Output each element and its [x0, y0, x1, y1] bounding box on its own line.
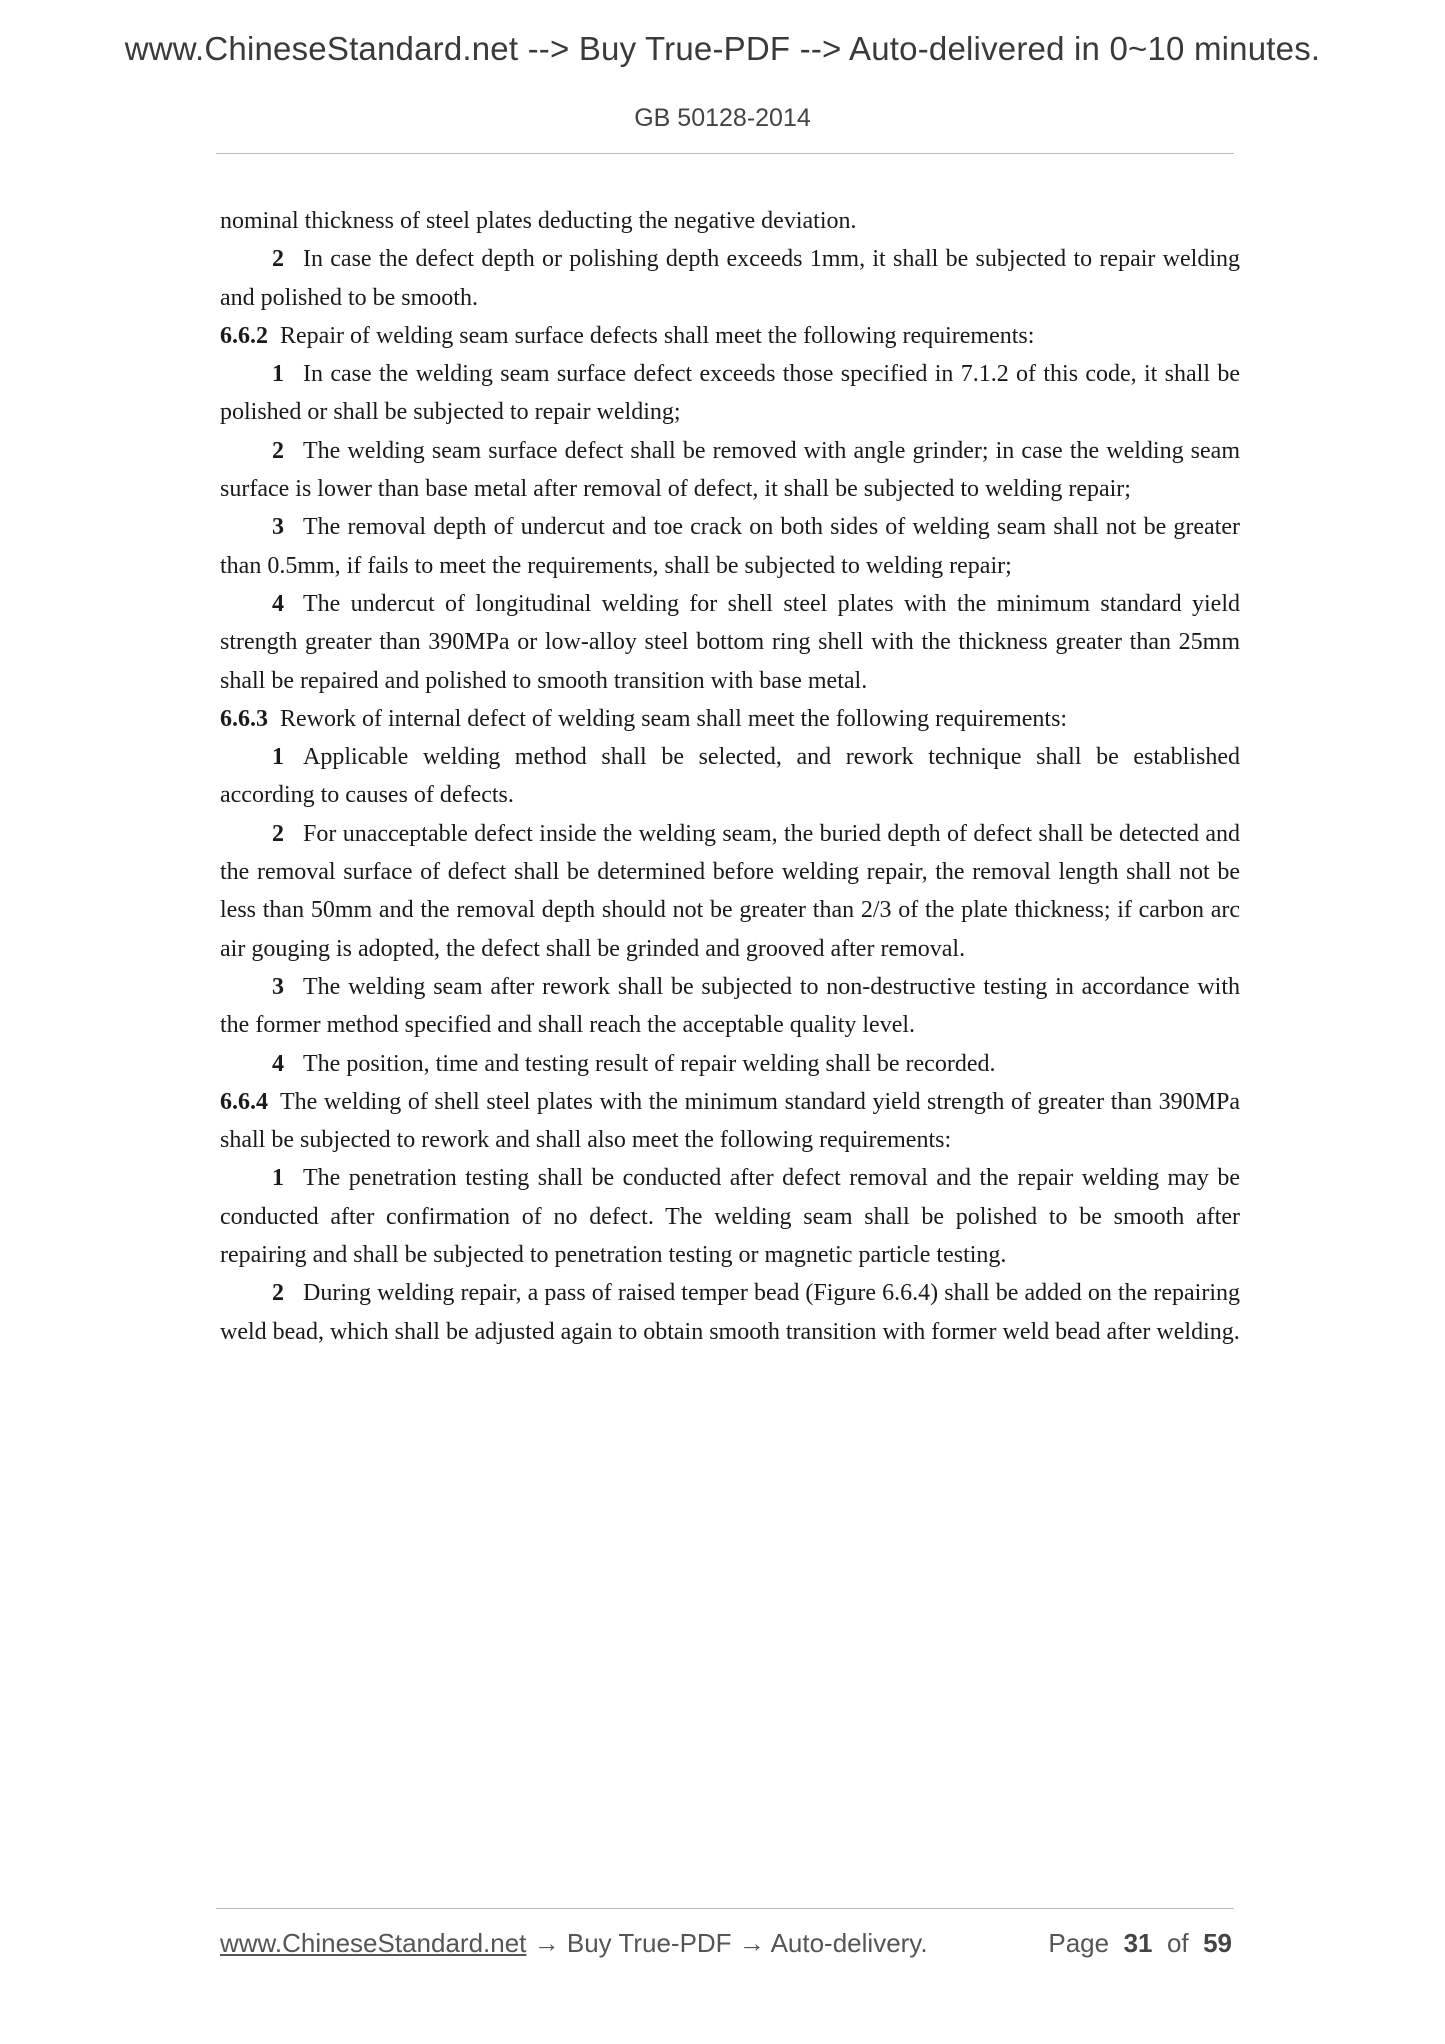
- clause-text: Repair of welding seam surface defects shall meet the following requirements:: [280, 322, 1035, 349]
- clause-6-6-2: [220, 317, 1240, 355]
- item-text: For unacceptable defect inside the welding seam, the buried depth of defect shall be detected and the removal surface of defect shall be determined before welding repair, the removal length shall not be less than 50mm and the removal depth should not be greater than 2/3 of the plate thickness; if carbon arc air gouging is adopted, the defect shall be grinded and grooved after removal.: [220, 820, 1240, 962]
- clause-6-6-3: [220, 700, 1240, 738]
- list-item: [220, 355, 1240, 432]
- top-banner[interactable]: www.ChineseStandard.net --> Buy True-PDF --> Auto-delivered in 0~10 minutes.: [124, 30, 1321, 67]
- list-item: [220, 738, 1240, 815]
- item-text: The position, time and testing result of repair welding shall be recorded.: [303, 1050, 996, 1077]
- item-number: 2: [272, 820, 284, 847]
- clause-number: 6.6.3: [220, 705, 268, 732]
- list-item: [220, 1274, 1240, 1351]
- item-number: 1: [272, 744, 284, 771]
- item-text: During welding repair, a pass of raised temper bead (Figure 6.6.4) shall be added on the repairing weld bead, which shall be adjusted again to obtain smooth transition with former weld bead after welding.: [220, 1280, 1240, 1345]
- item-text: The removal depth of undercut and toe crack on both sides of welding seam shall not be greater than 0.5mm, if fails to meet the requirements, shall be subjected to welding repair;: [220, 514, 1240, 579]
- clause-6-6-4: [220, 1083, 1240, 1160]
- footer-divider: [216, 1908, 1234, 1909]
- item-text: In case the defect depth or polishing depth exceeds 1mm, it shall be subjected to repair welding and polished to be smooth.: [220, 246, 1240, 311]
- item-text: The penetration testing shall be conducted after defect removal and the repair welding may be conducted after confirmation of no defect. The welding seam shall be polished to be smooth after repairing and shall be subjected to penetration testing or magnetic particle testing.: [220, 1165, 1240, 1269]
- page-indicator: [1048, 1928, 1232, 1959]
- item-number: 4: [272, 590, 284, 617]
- page-current: 31: [1123, 1928, 1153, 1958]
- paragraph-continuation: nominal thickness of steel plates deducting the negative deviation.: [220, 208, 857, 234]
- page-total: 59: [1203, 1928, 1232, 1958]
- item-text: The welding seam after rework shall be subjected to non-destructive testing in accordance with the former method specified and shall reach the acceptable quality level.: [220, 973, 1240, 1039]
- list-item: [220, 1159, 1240, 1274]
- list-item: [220, 815, 1240, 968]
- item-number: 2: [272, 246, 284, 273]
- clause-text: The welding of shell steel plates with the minimum standard yield strength of greater than 390MPa shall be subjected to rework and shall also meet the following requirements:: [220, 1088, 1240, 1154]
- item-number: 1: [272, 1165, 284, 1192]
- document-body: [220, 202, 1240, 1351]
- footer-tagline: → Buy True-PDF → Auto-delivery.: [526, 1928, 928, 1958]
- of-label: of: [1166, 1928, 1189, 1958]
- clause-number: 6.6.4: [220, 1088, 268, 1115]
- item-number: 3: [272, 514, 284, 541]
- footer-site-link[interactable]: www.ChineseStandard.net: [220, 1928, 527, 1958]
- item-number: 2: [272, 1280, 284, 1307]
- item-text: The undercut of longitudinal welding for shell steel plates with the minimum standard yield strength greater than 390MPa or low-alloy steel bottom ring shell with the thickness greater than 25mm shall be repaired and polished to smooth transition with base metal.: [220, 590, 1240, 694]
- item-text: The welding seam surface defect shall be removed with angle grinder; in case the welding seam surface is lower than base metal after removal of defect, it shall be subjected to welding repair;: [220, 437, 1240, 503]
- list-item: [220, 968, 1240, 1045]
- clause-number: 6.6.2: [220, 322, 268, 349]
- item-number: 1: [272, 361, 284, 388]
- item-text: In case the welding seam surface defect exceeds those specified in 7.1.2 of this code, it shall be polished or shall be subjected to repair welding;: [220, 361, 1240, 426]
- list-item: [220, 585, 1240, 700]
- footer-promo: [220, 1928, 928, 1959]
- list-item: [220, 1045, 1240, 1083]
- list-item: [220, 432, 1240, 509]
- item-number: 4: [272, 1050, 284, 1077]
- item-text: Applicable welding method shall be selected, and rework technique shall be established according to causes of defects.: [220, 744, 1240, 809]
- list-item: [220, 508, 1240, 585]
- header-divider: [216, 153, 1234, 154]
- document-code: GB 50128-2014: [634, 104, 811, 132]
- page-footer: [220, 1928, 1232, 1964]
- item-number: 3: [272, 973, 284, 1000]
- page-label: Page: [1048, 1928, 1110, 1958]
- list-item: [220, 240, 1240, 317]
- item-number: 2: [272, 437, 284, 464]
- clause-text: Rework of internal defect of welding seam shall meet the following requirements:: [280, 705, 1068, 732]
